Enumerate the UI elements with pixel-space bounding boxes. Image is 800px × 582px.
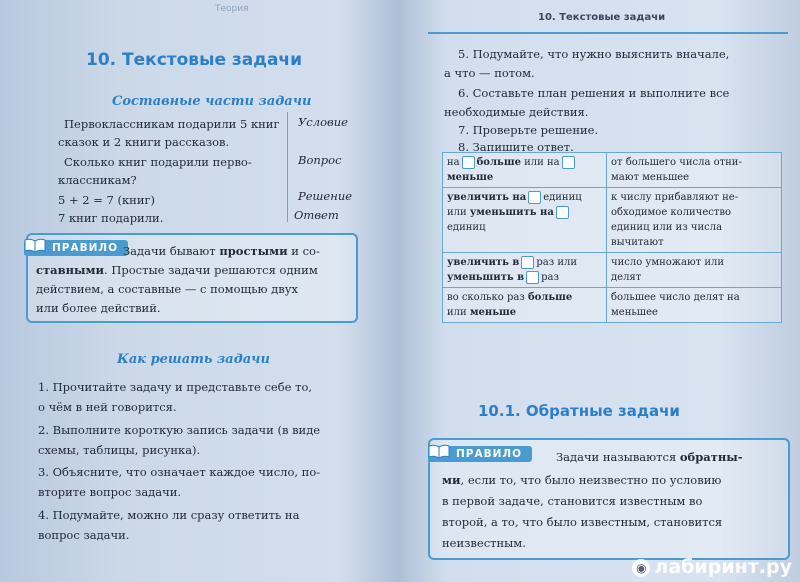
step-1-cont: о чём в ней говорится.	[38, 400, 177, 414]
labyrinth-logo-icon: ◉	[632, 559, 650, 577]
how-to-solve-heading: Как решать задачи	[117, 352, 270, 367]
step-2-cont: схемы, таблицы, рисунка).	[38, 443, 201, 457]
table-row	[443, 188, 782, 253]
table-cell: большее число делят на меньшее	[607, 288, 782, 323]
table-cell: увеличить в раз или уменьшить в раз	[443, 253, 607, 288]
rule-badge-inverse: ПРАВИЛО	[428, 446, 532, 462]
blank-square	[562, 156, 575, 169]
table-row	[443, 153, 782, 188]
right-running-head: 10. Текстовые задачи	[538, 12, 666, 23]
parts-divider	[287, 112, 288, 222]
part-condition: Условие	[298, 115, 348, 129]
blank-square	[462, 156, 475, 169]
table-row	[443, 288, 782, 323]
part-question: Вопрос	[298, 153, 342, 167]
left-running-head: Теория	[215, 4, 249, 14]
step-5-cont: а что — потом.	[444, 66, 535, 80]
rule-inverse-line-2: ми, если то, что было неизвестно по условию	[442, 473, 722, 487]
table-cell: от большего числа отни- мают меньшее	[607, 153, 782, 188]
step-4-cont: вопрос задачи.	[38, 528, 130, 542]
table-cell: на больше или на меньше	[443, 153, 607, 188]
step-7: 7. Проверьте решение.	[458, 123, 599, 137]
step-5: 5. Подумайте, что нужно выяснить вначале,	[458, 47, 730, 61]
step-3-cont: вторите вопрос задачи.	[38, 485, 182, 499]
header-rule	[428, 32, 788, 34]
rule-inverse-line-4: второй, а то, что было известным, становится	[442, 515, 723, 529]
problem-line-1: Первоклассникам подарили 5 книг	[64, 117, 280, 131]
problem-line-5: 5 + 2 = 7 (книг)	[58, 193, 156, 207]
part-solution: Решение	[298, 189, 353, 203]
rule-badge: ПРАВИЛО	[24, 240, 128, 256]
step-2: 2. Выполните короткую запись задачи (в виде	[38, 423, 321, 437]
step-1: 1. Прочитайте задачу и представьте себе то,	[38, 380, 313, 394]
table-cell: число умножают или делят	[607, 253, 782, 288]
components-heading: Составные части задачи	[112, 94, 312, 109]
rule-inverse-line-3: в первой задаче, становится известным во	[442, 494, 703, 508]
rule-line-2: ставными. Простые задачи решаются одним	[36, 263, 318, 277]
left-page	[0, 0, 398, 582]
rule-line-1: Задачи бывают простыми и со-	[123, 244, 320, 258]
part-answer: Ответ	[294, 208, 339, 222]
step-6-cont: необходимые действия.	[444, 105, 589, 119]
watermark: ◉ лабиринт.ру	[632, 556, 792, 578]
blank-square	[526, 271, 539, 284]
problem-line-2: сказок и 2 книги рассказов.	[58, 135, 230, 149]
book-icon	[24, 237, 46, 253]
section-title: 10. Текстовые задачи	[86, 50, 303, 70]
blank-square	[528, 191, 541, 204]
operations-table	[442, 152, 782, 323]
blank-square	[521, 256, 534, 269]
problem-line-3: Сколько книг подарили перво-	[64, 155, 252, 169]
blank-square	[556, 206, 569, 219]
step-8: 8. Запишите ответ.	[458, 140, 574, 154]
rule-line-3: действием, а составные — с помощью двух	[36, 282, 298, 296]
step-6: 6. Составьте план решения и выполните все	[458, 86, 730, 100]
rule-inverse-line-1: Задачи называются обратны-	[556, 450, 743, 464]
step-3: 3. Объясните, что означает каждое число, по-	[38, 465, 321, 479]
subsection-title: 10.1. Обратные задачи	[478, 402, 680, 420]
problem-line-4: классникам?	[58, 173, 137, 187]
right-page	[398, 0, 800, 582]
problem-line-6: 7 книг подарили.	[58, 211, 164, 225]
step-4: 4. Подумайте, можно ли сразу ответить на	[38, 508, 300, 522]
table-row	[443, 253, 782, 288]
table-cell: во сколько раз больше или меньше	[443, 288, 607, 323]
book-icon	[428, 443, 450, 459]
table-cell: к числу прибавляют не- обходимое количество единиц или из числа вычитают	[607, 188, 782, 253]
table-cell: увеличить на единиц или уменьшить на единиц	[443, 188, 607, 253]
rule-inverse-line-5: неизвестным.	[442, 536, 526, 550]
rule-line-4: или более действий.	[36, 301, 161, 315]
